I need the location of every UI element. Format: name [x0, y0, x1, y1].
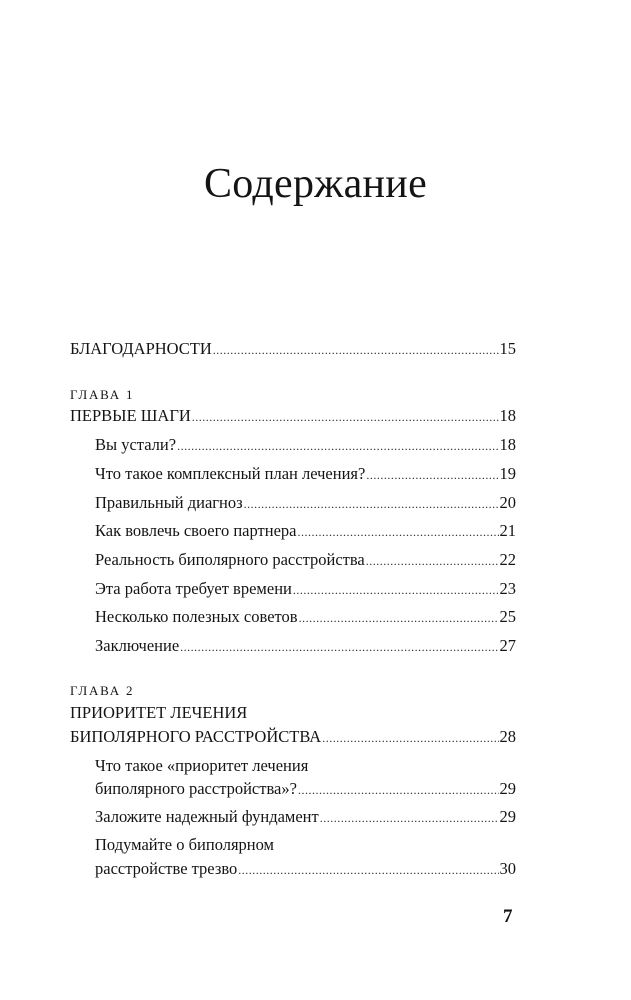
toc-entry-chapter-2 [70, 726, 516, 749]
toc-entry-label: Заложите надежный фундамент [95, 807, 319, 826]
leader-dots [180, 636, 498, 658]
toc-entry-label: расстройстве трезво [95, 859, 238, 878]
toc-entry-label: Правильный диагноз [95, 493, 243, 512]
leader-dots [297, 521, 498, 543]
leader-dots [299, 607, 499, 629]
leader-dots [293, 579, 499, 601]
toc-entry-section [95, 635, 516, 658]
toc-entry-label: биполярного расстройства»? [95, 779, 297, 798]
toc-page-number: 15 [499, 339, 516, 358]
toc-entry-label: ПЕРВЫЕ ШАГИ [70, 406, 191, 425]
toc-entry-section [95, 858, 516, 881]
toc-entry-label: БЛАГОДАРНОСТИ [70, 339, 212, 358]
leader-dots [238, 859, 498, 881]
toc-entry-label: Что такое комплексный план лечения? [95, 464, 366, 483]
chapter-2-label: ГЛАВА 2 [70, 683, 135, 698]
toc-entry-section [95, 549, 516, 572]
leader-dots [177, 435, 498, 457]
toc-entry-label: Вы устали? [95, 435, 177, 454]
toc-entry-label: БИПОЛЯРНОГО РАССТРОЙСТВА [70, 727, 322, 746]
leader-dots [320, 807, 499, 829]
toc-entry-label: Заключение [95, 636, 180, 655]
toc-page-number: 25 [499, 607, 516, 626]
toc-page-number: 27 [499, 636, 516, 655]
toc-entry-label: Несколько полезных советов [95, 607, 298, 626]
toc-page-number: 22 [499, 550, 516, 569]
leader-dots [366, 550, 499, 572]
toc-page-number: 23 [499, 579, 516, 598]
toc-entry-section [95, 578, 516, 601]
toc-entry-section [95, 492, 516, 515]
toc-page-number: 30 [499, 859, 516, 878]
leader-dots [366, 464, 498, 486]
leader-dots [192, 406, 499, 428]
chapter-1-label: ГЛАВА 1 [70, 387, 135, 402]
leader-dots [213, 339, 499, 361]
page-title: Содержание [203, 161, 428, 207]
toc-page-number: 21 [499, 521, 516, 540]
toc-page-number: 29 [499, 779, 516, 798]
toc-page-number: 28 [499, 727, 516, 746]
toc-section-line-1: Что такое «приоритет лечения [95, 756, 309, 775]
toc-entry-section [95, 778, 516, 801]
chapter-2-title-line-1: ПРИОРИТЕТ ЛЕЧЕНИЯ [70, 703, 248, 722]
toc-entry-section [95, 606, 516, 629]
leader-dots [244, 493, 499, 515]
leader-dots [298, 779, 499, 801]
toc-entry-section [95, 520, 516, 543]
toc-page-number: 18 [499, 406, 516, 425]
toc-entry-label: Эта работа требует времени [95, 579, 292, 598]
toc-entry-label: Реальность биполярного расстройства [95, 550, 365, 569]
toc-entry-acknowledgements [70, 338, 516, 361]
toc-page-number: 29 [499, 807, 516, 826]
toc-entry-section [95, 434, 516, 457]
toc-section-line-1: Подумайте о биполярном [95, 835, 275, 854]
toc-entry-section [95, 463, 516, 486]
toc-page-number: 19 [499, 464, 516, 483]
toc-entry-section [95, 806, 516, 829]
toc-entry-label: Как вовлечь своего партнера [95, 521, 297, 540]
page-number-folio: 7 [503, 906, 513, 927]
toc-entry-chapter-1 [70, 405, 516, 428]
toc-page-number: 18 [499, 435, 516, 454]
toc-page-number: 20 [499, 493, 516, 512]
leader-dots [322, 727, 498, 749]
